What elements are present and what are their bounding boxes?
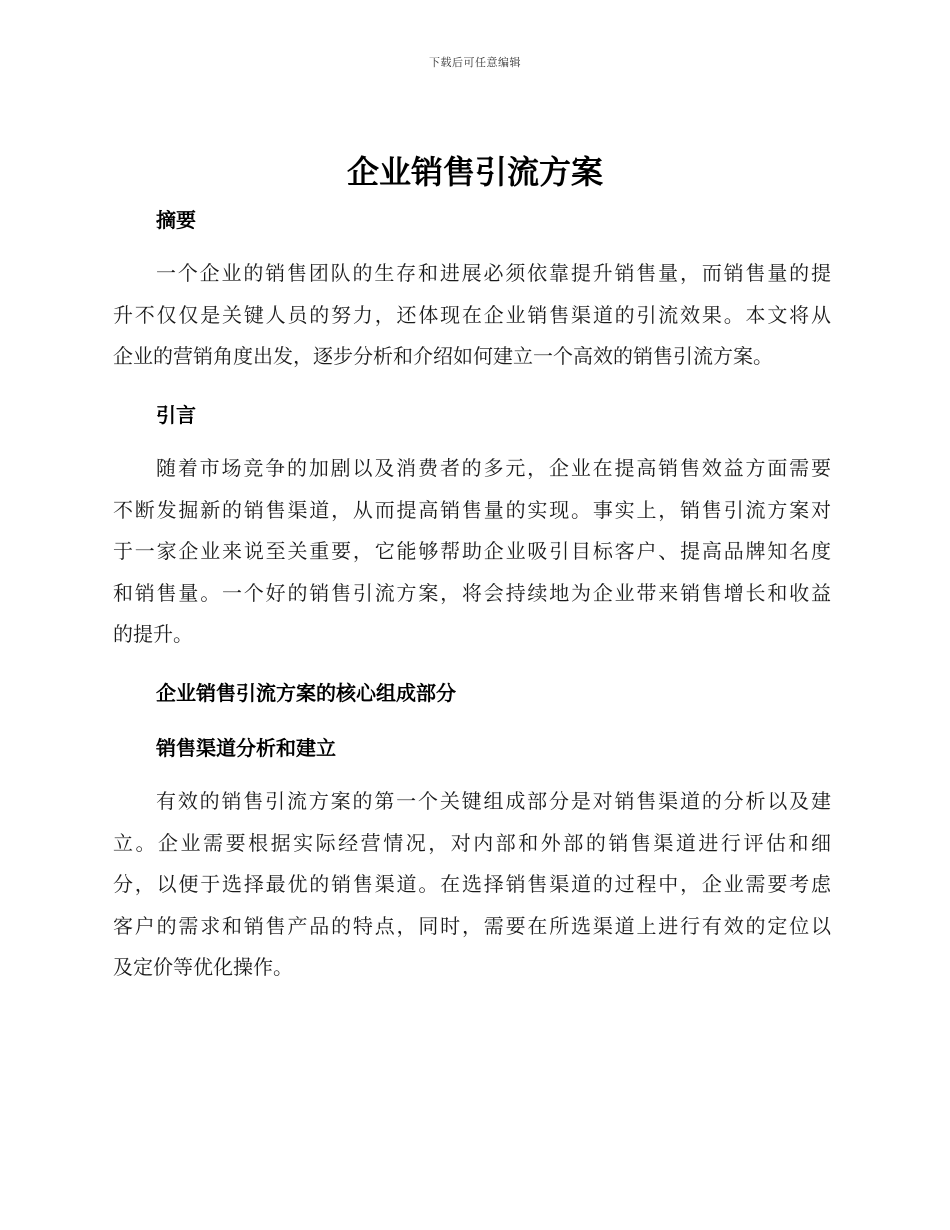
intro-line: 不断发掘新的销售渠道，从而提高销售量的实现。事实上，销售引流方案对 — [113, 497, 831, 522]
header-note: 下载后可任意编辑 — [429, 56, 521, 69]
abstract-line: 企业的营销角度出发，逐步分析和介绍如何建立一个高效的销售引流方案。 — [113, 344, 773, 368]
channel-line: 客户的需求和销售产品的特点，同时，需要在所选渠道上进行有效的定位以 — [113, 913, 831, 938]
abstract-heading: 摘要 — [156, 208, 196, 232]
abstract-paragraph — [113, 253, 831, 378]
channel-line: 立。企业需要根据实际经营情况，对内部和外部的销售渠道进行评估和细 — [113, 830, 831, 855]
intro-line: 和销售量。一个好的销售引流方案，将会持续地为企业带来销售增长和收益 — [113, 580, 831, 605]
channel-line: 有效的销售引流方案的第一个关键组成部分是对销售渠道的分析以及建 — [156, 789, 831, 813]
abstract-line: 升不仅仅是关键人员的努力，还体现在企业销售渠道的引流效果。本文将从 — [113, 302, 831, 327]
document-title: 企业销售引流方案 — [346, 153, 603, 191]
abstract-line: 一个企业的销售团队的生存和进展必须依靠提升销售量，而销售量的提 — [156, 261, 831, 285]
channel-line: 分，以便于选择最优的销售渠道。在选择销售渠道的过程中，企业需要考虑 — [113, 872, 831, 896]
intro-line: 随着市场竞争的加剧以及消费者的多元，企业在提高销售效益方面需要 — [156, 456, 831, 480]
channel-heading: 销售渠道分析和建立 — [156, 736, 336, 760]
channel-paragraph — [113, 781, 831, 989]
intro-heading: 引言 — [156, 403, 196, 427]
channel-line: 及定价等优化操作。 — [113, 955, 293, 979]
intro-line: 的提升。 — [113, 622, 193, 646]
intro-paragraph — [113, 448, 831, 656]
core-components-heading: 企业销售引流方案的核心组成部分 — [156, 681, 456, 705]
intro-line: 于一家企业来说至关重要，它能够帮助企业吸引目标客户、提高品牌知名度 — [113, 539, 831, 563]
